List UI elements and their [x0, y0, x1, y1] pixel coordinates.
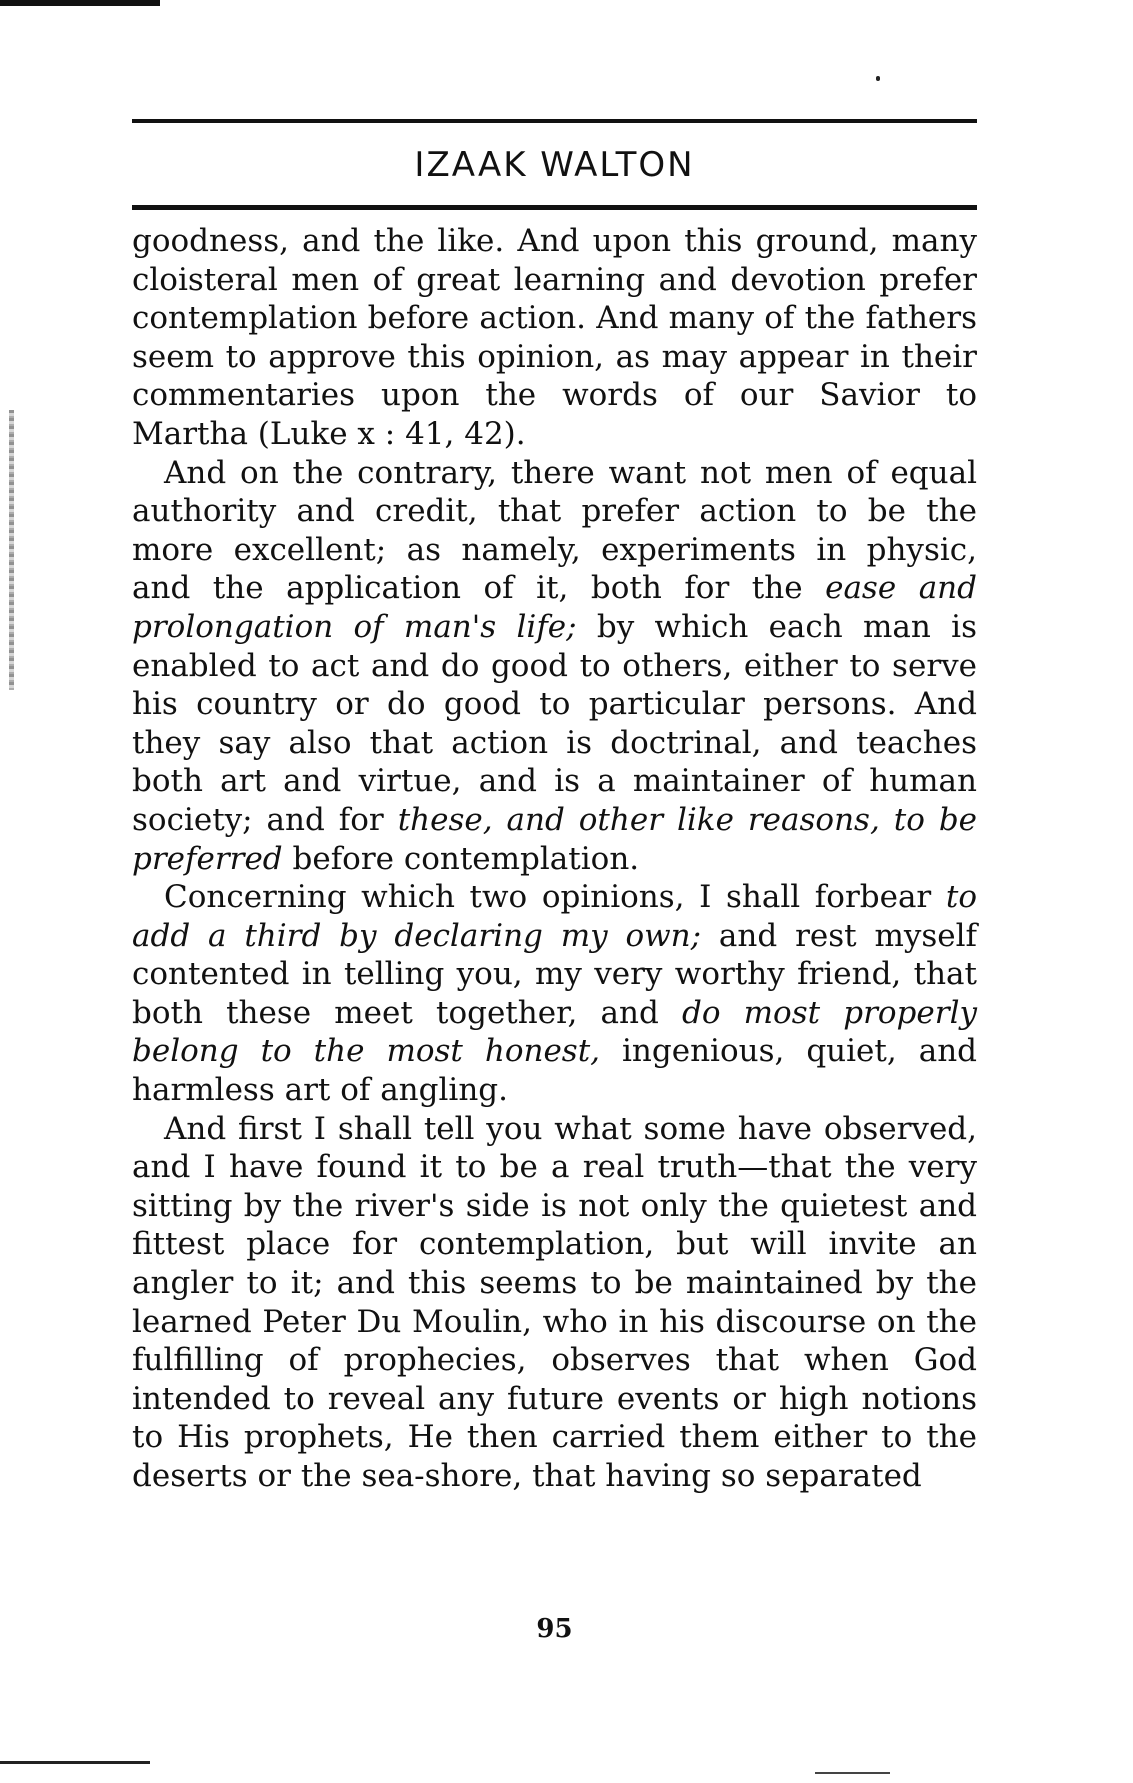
- header-rule-bottom: [132, 205, 977, 210]
- paragraph-text: Concerning which two opinions, I shall forbear: [164, 879, 946, 916]
- italic-phrase: ease and prolongation of man's life;: [132, 570, 977, 645]
- body-text: [132, 222, 977, 1496]
- page-number: 95: [536, 1614, 573, 1644]
- italic-phrase: to add a third by declaring my own;: [132, 879, 977, 954]
- paragraph-text: And on the contrary, there want not men of equal authority and credit, that prefer action to be the more excellent; as namely, experiments in physic, and the application of it, both for the: [132, 454, 977, 607]
- paragraph-2: [132, 454, 977, 879]
- paragraph-1: [132, 222, 977, 454]
- scan-corner-mark: [0, 1761, 150, 1764]
- paragraph-text: ingenious, quiet, and harmless art of angling.: [132, 1033, 978, 1109]
- scan-corner-mark: [815, 1772, 890, 1774]
- paragraph-4: [132, 1110, 977, 1496]
- scan-edge-bleed: [9, 410, 14, 690]
- italic-phrase: these, and other like reasons, to be preferred: [132, 801, 978, 877]
- scan-corner-mark: [0, 0, 160, 6]
- scan-speck: [876, 76, 880, 81]
- paragraph-3: [132, 878, 977, 1110]
- italic-phrase: do most properly belong to the most honest,: [132, 994, 977, 1070]
- header-rule-top: [132, 119, 977, 123]
- paragraph-text: And first I shall tell you what some have observed, and I have found it to be a real truth—that the very sitting by the river's side is not only the quietest and fittest place for contemplation, but will invite an angler to it; and this seems to be maintained by the learned Peter Du Moulin, who in his discourse on the fulfilling of prophecies, observes that when God intended to reveal any future events or high notions to His prophets, He then carried them either to the deserts or the sea-shore, that having so separated: [132, 1110, 977, 1494]
- paragraph-text: by which each man is enabled to act and do good to others, either to serve his country or do good to particular persons. And they say also that action is doctrinal, and teaches both art and virtue, and is a maintainer of human society; and for: [132, 608, 977, 838]
- paragraph-text: goodness, and the like. And upon this ground, many cloisteral men of great learning and devotion prefer contemplation before action. And many of the fathers seem to approve this opinion, as may appear in their commentaries upon the words of our Savior to Martha (Luke x : 41, 42).: [132, 223, 977, 452]
- running-head: IZAAK WALTON: [414, 145, 695, 185]
- paragraph-text: before contemplation.: [282, 840, 640, 877]
- paragraph-text: and rest myself contented in telling you, my very worthy friend, that both these meet together, and: [132, 917, 977, 1031]
